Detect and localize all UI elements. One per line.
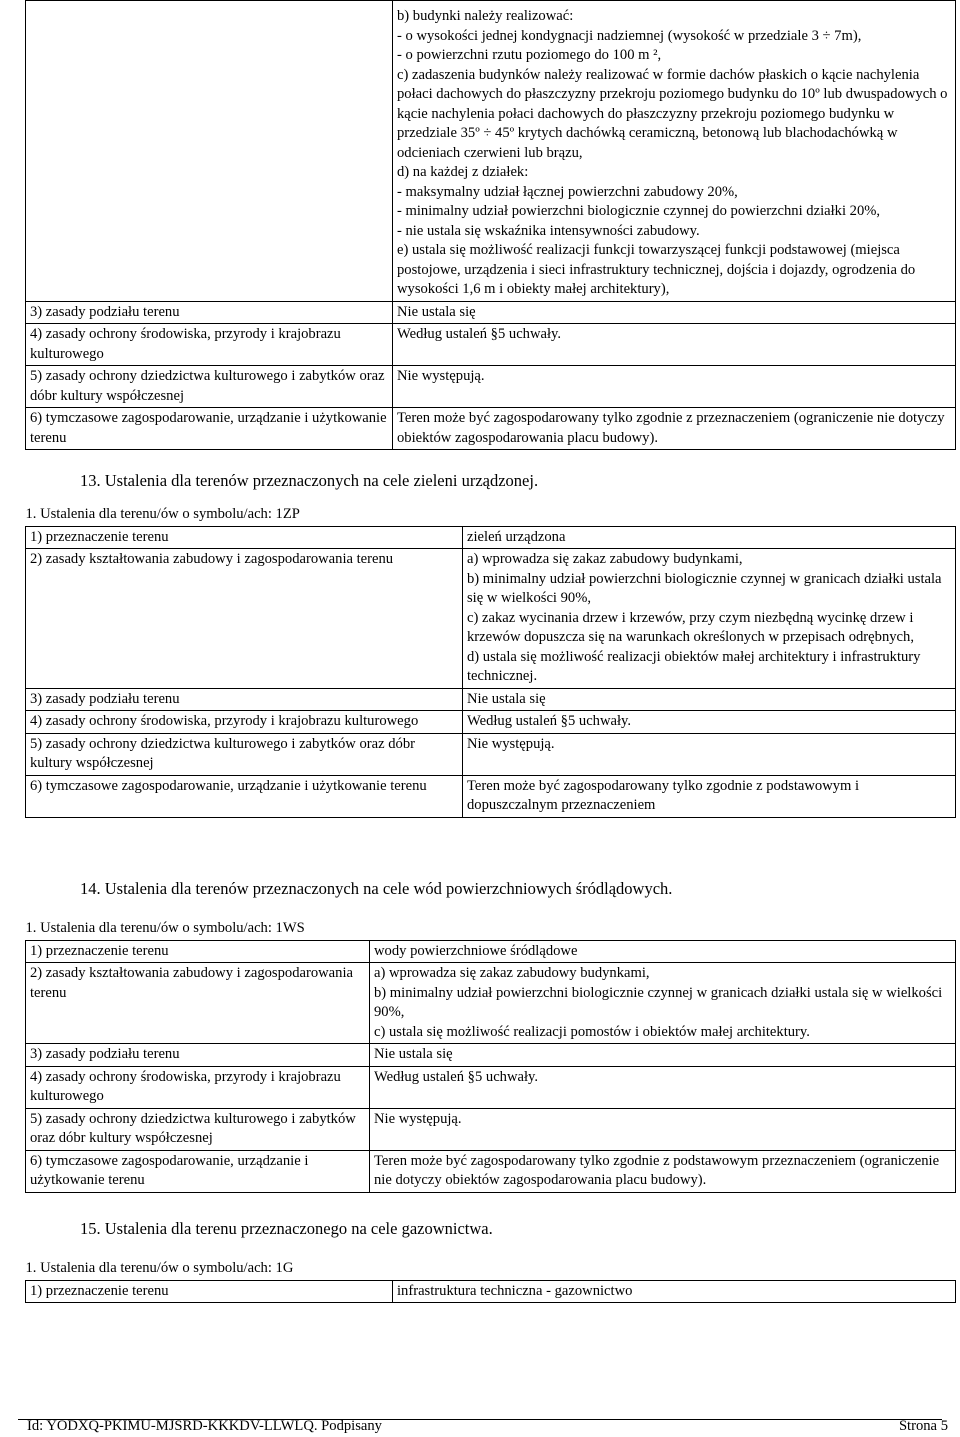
- table-cell-value: a) wprowadza się zakaz zabudowy budynkami, b) minimalny udział powierzchni biologicznie czynnej w granicach działki ustala się w wielkości 90%, c) ustala się możliwość realizacji pomostów i obiektów małej architektury.: [370, 963, 956, 1044]
- table-row: [26, 526, 956, 549]
- table-cell-value: zieleń urządzona: [463, 526, 956, 549]
- table-row: [26, 1108, 956, 1150]
- table-row: [26, 504, 956, 526]
- section-number: 15.: [80, 1219, 101, 1238]
- section-title: Ustalenia dla terenu przeznaczonego na cele gazownictwa.: [104, 1219, 493, 1238]
- table-cell-label: 1) przeznaczenie terenu: [26, 1280, 393, 1303]
- table-cell-value: Teren może być zagospodarowany tylko zgodnie z podstawowym przeznaczeniem (ograniczenie nie dotyczy obiektów zagospodarowania placu budowy).: [370, 1150, 956, 1192]
- table-cell-label: 1) przeznaczenie terenu: [26, 940, 370, 963]
- table-row: [26, 711, 956, 734]
- table-row: [26, 1258, 956, 1280]
- table-cell-label: 5) zasady ochrony dziedzictwa kulturowego i zabytków oraz dóbr kultury współczesnej: [26, 1108, 370, 1150]
- table-cell-label: 3) zasady podziału terenu: [26, 1044, 370, 1067]
- section-number: 13.: [80, 471, 101, 490]
- table-row: [26, 301, 956, 324]
- table-row: [26, 1280, 956, 1303]
- table-cell-value: Nie ustala się: [393, 301, 956, 324]
- table-cell-value: Według ustaleń §5 uchwały.: [370, 1066, 956, 1108]
- table-cell-label: 3) zasady podziału terenu: [26, 301, 393, 324]
- table-cell-label: 6) tymczasowe zagospodarowanie, urządzanie i użytkowanie terenu: [26, 1150, 370, 1192]
- table-row: [26, 1066, 956, 1108]
- table-section-13: [25, 504, 956, 818]
- footer-document-id: Id: YODXQ-PKIMU-MJSRD-KKKDV-LLWLQ. Podpisany: [27, 1418, 382, 1434]
- table-cell-value: Nie występują.: [463, 733, 956, 775]
- section-title: Ustalenia dla terenów przeznaczonych na cele zieleni urządzonej.: [104, 471, 539, 490]
- table-row: [26, 549, 956, 689]
- table-cell-label: 6) tymczasowe zagospodarowanie, urządzanie i użytkowanie terenu: [26, 775, 463, 817]
- table-cell-value: Nie ustala się: [463, 688, 956, 711]
- table-cell-label: 2) zasady kształtowania zabudowy i zagospodarowania terenu: [26, 963, 370, 1044]
- table-cell-label: 4) zasady ochrony środowiska, przyrody i krajobrazu kulturowego: [26, 324, 393, 366]
- footer-page-number: Strona 5: [898, 1418, 948, 1434]
- table-row: [26, 775, 956, 817]
- table-row: [26, 733, 956, 775]
- section-symbol: 1. Ustalenia dla terenu/ów o symbolu/ach: 1ZP: [26, 504, 956, 526]
- table-row: [26, 366, 956, 408]
- table-row: [26, 688, 956, 711]
- table-cell-label: 2) zasady kształtowania zabudowy i zagospodarowania terenu: [26, 549, 463, 689]
- table-cell-label: 3) zasady podziału terenu: [26, 688, 463, 711]
- table-row: [26, 408, 956, 450]
- table-section-15: [25, 1258, 956, 1303]
- table-row: [26, 918, 956, 940]
- table-top: [25, 0, 956, 450]
- table-cell-label: 5) zasady ochrony dziedzictwa kulturowego i zabytków oraz dóbr kultury współczesnej: [26, 366, 393, 408]
- table-cell-value: Według ustaleń §5 uchwały.: [393, 324, 956, 366]
- table-cell-value: b) budynki należy realizować: - o wysokości jednej kondygnacji nadziemnej (wysokość w przedziale 3 ÷ 7m), - o powierzchni rzutu poziomego do 100 m ², c) zadaszenia budynków należy realizować w formie dachów płaskich o kącie nachylenia połaci dachowych do płaszczyzny przekroju poziomego budynku do 10º lub dwuspadowych o kącie nachylenia połaci dachowych do płaszczyzny przekroju poziomego budynku w przedziale 35º ÷ 45º krytych dachówką ceramiczną, betonową lub blachodachówką w odcieniach czerwieni lub brązu, d) na każdej z działek: - maksymalny udział łącznej powierzchni zabudowy 20%, - minimalny udział powierzchni biologicznie czynnej do powierzchni działki 20%, - nie ustala się wskaźnika intensywności zabudowy. e) ustala się możliwość realizacji funkcji towarzyszącej funkcji podstawowej (miejsca postojowe, urządzenia i sieci infrastruktury technicznej, dojścia i dojazdy, ogrodzenia do wysokości 1,6 m i obiekty małej architektury),: [393, 1, 956, 302]
- section-15-heading: [80, 1219, 493, 1239]
- table-cell-label: 4) zasady ochrony środowiska, przyrody i krajobrazu kulturowego: [26, 711, 463, 734]
- table-row: [26, 1150, 956, 1192]
- table-cell-value: Nie ustala się: [370, 1044, 956, 1067]
- section-14-heading: [80, 879, 672, 899]
- table-cell-label: 6) tymczasowe zagospodarowanie, urządzanie i użytkowanie terenu: [26, 408, 393, 450]
- table-cell-value: Nie występują.: [370, 1108, 956, 1150]
- section-symbol: 1. Ustalenia dla terenu/ów o symbolu/ach: 1G: [26, 1258, 956, 1280]
- table-row: [26, 1, 956, 302]
- table-row: [26, 324, 956, 366]
- table-cell-value: Teren może być zagospodarowany tylko zgodnie z podstawowym i dopuszczalnym przeznaczeniem: [463, 775, 956, 817]
- table-cell-label: 5) zasady ochrony dziedzictwa kulturowego i zabytków oraz dóbr kultury współczesnej: [26, 733, 463, 775]
- table-cell-label: 4) zasady ochrony środowiska, przyrody i krajobrazu kulturowego: [26, 1066, 370, 1108]
- table-cell-value: infrastruktura techniczna - gazownictwo: [393, 1280, 956, 1303]
- table-cell-label: [26, 1, 393, 302]
- table-cell-value: Według ustaleń §5 uchwały.: [463, 711, 956, 734]
- section-13-heading: [80, 471, 538, 491]
- section-title: Ustalenia dla terenów przeznaczonych na cele wód powierzchniowych śródlądowych.: [104, 879, 673, 898]
- table-row: [26, 963, 956, 1044]
- table-cell-label: 1) przeznaczenie terenu: [26, 526, 463, 549]
- table-section-14: [25, 918, 956, 1193]
- table-row: [26, 940, 956, 963]
- section-symbol: 1. Ustalenia dla terenu/ów o symbolu/ach: 1WS: [26, 918, 956, 940]
- table-cell-value: wody powierzchniowe śródlądowe: [370, 940, 956, 963]
- table-cell-value: Teren może być zagospodarowany tylko zgodnie z przeznaczeniem (ograniczenie nie dotyczy obiektów zagospodarowania placu budowy).: [393, 408, 956, 450]
- table-cell-value: Nie występują.: [393, 366, 956, 408]
- table-row: [26, 1044, 956, 1067]
- section-number: 14.: [80, 879, 101, 898]
- table-cell-value: a) wprowadza się zakaz zabudowy budynkami, b) minimalny udział powierzchni biologicznie czynnej w granicach działki ustala się w wielkości 90%, c) zakaz wycinania drzew i krzewów, przy czym niezbędną wycinkę drzew i krzewów dopuszcza się na warunkach określonych w przepisach odrębnych, d) ustala się możliwość realizacji obiektów małej architektury i infrastruktury technicznej.: [463, 549, 956, 689]
